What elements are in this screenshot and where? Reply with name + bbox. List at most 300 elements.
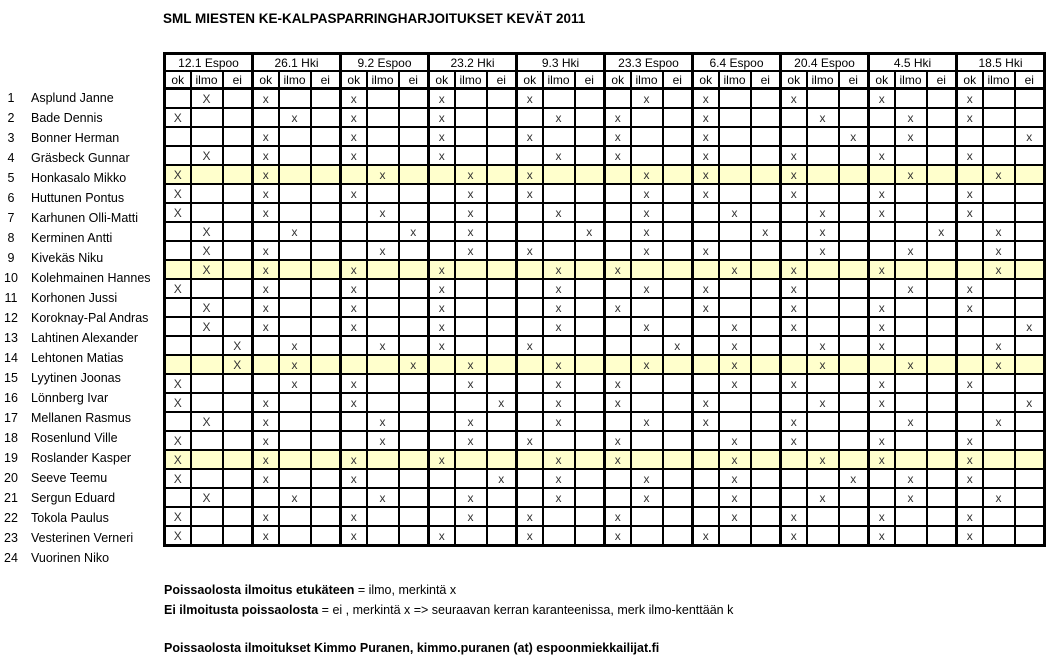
- row-number: 13: [4, 331, 18, 345]
- attendance-cell: [751, 450, 781, 469]
- attendance-cell: [455, 450, 487, 469]
- attendance-cell: [279, 450, 311, 469]
- attendance-cell: [311, 89, 341, 109]
- subcol-header-ilmo: ilmo: [455, 71, 487, 89]
- subcol-header-ei: ei: [927, 71, 957, 89]
- attendance-cell: [927, 374, 957, 393]
- attendance-cell: x: [719, 203, 751, 222]
- attendance-cell: x: [253, 279, 279, 298]
- attendance-cell: [253, 336, 279, 355]
- attendance-cell: [399, 450, 429, 469]
- attendance-cell: x: [367, 412, 399, 431]
- player-name: Tokola Paulus: [31, 511, 109, 525]
- subcol-header-ei: ei: [1015, 71, 1045, 89]
- attendance-cell: x: [455, 241, 487, 260]
- attendance-cell: [223, 450, 253, 469]
- player-row: [0, 328, 162, 348]
- attendance-cell: [927, 450, 957, 469]
- attendance-cell: [983, 184, 1015, 203]
- attendance-cell: [191, 450, 223, 469]
- player-row: [0, 408, 162, 428]
- attendance-cell: [807, 469, 839, 488]
- attendance-cell: [165, 89, 191, 109]
- attendance-cell: X: [165, 526, 191, 546]
- attendance-cell: [751, 89, 781, 109]
- attendance-cell: [605, 336, 631, 355]
- attendance-cell: [839, 89, 869, 109]
- attendance-cell: [719, 526, 751, 546]
- player-name: Asplund Janne: [31, 91, 114, 105]
- attendance-cell: [575, 241, 605, 260]
- attendance-cell: x: [543, 374, 575, 393]
- attendance-cell: [517, 488, 543, 507]
- attendance-cell: x: [341, 450, 367, 469]
- subcol-header-ok: ok: [517, 71, 543, 89]
- attendance-cell: x: [455, 412, 487, 431]
- attendance-cell: X: [191, 412, 223, 431]
- attendance-cell: [543, 89, 575, 109]
- attendance-cell: [751, 507, 781, 526]
- attendance-cell: [983, 146, 1015, 165]
- attendance-cell: x: [719, 374, 751, 393]
- attendance-cell: [223, 431, 253, 450]
- attendance-cell: [663, 317, 693, 336]
- attendance-cell: X: [191, 222, 223, 241]
- attendance-cell: x: [869, 298, 895, 317]
- player-row: [0, 168, 162, 188]
- attendance-cell: [663, 507, 693, 526]
- attendance-cell: [957, 336, 983, 355]
- attendance-cell: [983, 89, 1015, 109]
- attendance-cell: [367, 526, 399, 546]
- attendance-cell: [663, 203, 693, 222]
- attendance-cell: x: [869, 146, 895, 165]
- attendance-cell: [663, 393, 693, 412]
- attendance-cell: [693, 507, 719, 526]
- attendance-cell: [839, 241, 869, 260]
- attendance-cell: x: [869, 374, 895, 393]
- attendance-cell: [895, 507, 927, 526]
- attendance-cell: [895, 336, 927, 355]
- attendance-cell: x: [693, 393, 719, 412]
- attendance-cell: [543, 526, 575, 546]
- attendance-cell: [367, 279, 399, 298]
- attendance-cell: x: [341, 393, 367, 412]
- attendance-row: [165, 393, 1045, 412]
- player-name: Korhonen Jussi: [31, 291, 118, 305]
- attendance-cell: [279, 412, 311, 431]
- attendance-cell: [311, 431, 341, 450]
- attendance-cell: [751, 355, 781, 374]
- attendance-cell: [429, 184, 455, 203]
- attendance-cell: [399, 488, 429, 507]
- attendance-cell: x: [367, 431, 399, 450]
- attendance-cell: [869, 469, 895, 488]
- player-row: [0, 508, 162, 528]
- row-number: 17: [4, 411, 18, 425]
- attendance-cell: x: [719, 317, 751, 336]
- attendance-cell: [631, 336, 663, 355]
- attendance-cell: [693, 488, 719, 507]
- attendance-cell: x: [983, 165, 1015, 184]
- attendance-cell: [663, 488, 693, 507]
- player-name: Kivekäs Niku: [31, 251, 104, 265]
- attendance-cell: [367, 469, 399, 488]
- attendance-cell: [575, 184, 605, 203]
- attendance-cell: x: [543, 146, 575, 165]
- attendance-cell: [693, 317, 719, 336]
- attendance-cell: [429, 412, 455, 431]
- attendance-cell: x: [605, 146, 631, 165]
- attendance-cell: [399, 336, 429, 355]
- attendance-cell: [895, 431, 927, 450]
- attendance-cell: x: [693, 127, 719, 146]
- attendance-cell: [311, 108, 341, 127]
- attendance-cell: X: [191, 260, 223, 279]
- subcol-header-ilmo: ilmo: [191, 71, 223, 89]
- attendance-cell: [223, 507, 253, 526]
- attendance-row: [165, 336, 1045, 355]
- attendance-cell: [751, 431, 781, 450]
- attendance-cell: [781, 450, 807, 469]
- attendance-cell: [487, 507, 517, 526]
- attendance-cell: [605, 241, 631, 260]
- attendance-cell: [543, 165, 575, 184]
- row-number: 1: [7, 91, 15, 105]
- attendance-cell: [165, 412, 191, 431]
- attendance-cell: [517, 317, 543, 336]
- attendance-cell: [487, 184, 517, 203]
- player-row: [0, 428, 162, 448]
- attendance-cell: [191, 431, 223, 450]
- attendance-cell: x: [631, 488, 663, 507]
- attendance-cell: x: [895, 355, 927, 374]
- attendance-cell: [223, 374, 253, 393]
- attendance-cell: x: [543, 260, 575, 279]
- player-name: Lyytinen Joonas: [31, 371, 121, 385]
- attendance-cell: x: [957, 298, 983, 317]
- attendance-cell: x: [781, 412, 807, 431]
- attendance-cell: [575, 431, 605, 450]
- attendance-cell: x: [487, 469, 517, 488]
- attendance-cell: [487, 203, 517, 222]
- attendance-cell: [487, 165, 517, 184]
- row-number: 18: [4, 431, 18, 445]
- attendance-cell: [191, 336, 223, 355]
- attendance-cell: [751, 184, 781, 203]
- attendance-cell: [807, 146, 839, 165]
- attendance-cell: [191, 279, 223, 298]
- attendance-cell: [487, 355, 517, 374]
- attendance-cell: [543, 127, 575, 146]
- player-row: [0, 108, 162, 128]
- attendance-cell: [839, 165, 869, 184]
- attendance-cell: [367, 146, 399, 165]
- attendance-cell: [1015, 298, 1045, 317]
- attendance-cell: [839, 108, 869, 127]
- attendance-cell: x: [341, 108, 367, 127]
- attendance-cell: x: [719, 488, 751, 507]
- attendance-cell: x: [429, 450, 455, 469]
- attendance-cell: [781, 336, 807, 355]
- attendance-cell: x: [869, 507, 895, 526]
- session-header: 23.3 Espoo: [605, 54, 693, 72]
- attendance-cell: [751, 165, 781, 184]
- player-row: [0, 488, 162, 508]
- attendance-cell: [693, 431, 719, 450]
- row-number: 15: [4, 371, 18, 385]
- attendance-cell: x: [341, 260, 367, 279]
- attendance-cell: [279, 260, 311, 279]
- subcol-header-ok: ok: [869, 71, 895, 89]
- subcol-header-ok: ok: [957, 71, 983, 89]
- attendance-cell: [341, 203, 367, 222]
- attendance-cell: [575, 203, 605, 222]
- attendance-row: [165, 374, 1045, 393]
- player-name: Kerminen Antti: [31, 231, 113, 245]
- attendance-cell: [253, 222, 279, 241]
- attendance-cell: [455, 298, 487, 317]
- row-number: 4: [7, 151, 15, 165]
- attendance-cell: x: [693, 241, 719, 260]
- attendance-cell: [631, 127, 663, 146]
- attendance-cell: x: [957, 431, 983, 450]
- session-header: 4.5 Hki: [869, 54, 957, 72]
- attendance-cell: [191, 184, 223, 203]
- attendance-cell: X: [165, 507, 191, 526]
- attendance-cell: [543, 507, 575, 526]
- attendance-cell: [543, 241, 575, 260]
- attendance-cell: [957, 165, 983, 184]
- row-number: 19: [4, 451, 18, 465]
- attendance-cell: [983, 507, 1015, 526]
- attendance-cell: [895, 374, 927, 393]
- row-number: 11: [4, 291, 18, 305]
- attendance-cell: [487, 241, 517, 260]
- subcol-header-ilmo: ilmo: [279, 71, 311, 89]
- attendance-cell: x: [429, 298, 455, 317]
- attendance-cell: [751, 146, 781, 165]
- attendance-cell: [575, 488, 605, 507]
- attendance-cell: [839, 336, 869, 355]
- attendance-cell: x: [983, 222, 1015, 241]
- attendance-cell: [575, 108, 605, 127]
- attendance-cell: [543, 184, 575, 203]
- attendance-row: [165, 317, 1045, 336]
- attendance-cell: [663, 526, 693, 546]
- attendance-cell: [517, 203, 543, 222]
- row-number: 3: [7, 131, 15, 145]
- attendance-cell: x: [517, 89, 543, 109]
- attendance-cell: [983, 469, 1015, 488]
- attendance-cell: [839, 355, 869, 374]
- attendance-cell: [781, 488, 807, 507]
- attendance-cell: x: [341, 507, 367, 526]
- attendance-cell: [927, 469, 957, 488]
- attendance-cell: [631, 393, 663, 412]
- attendance-cell: [399, 393, 429, 412]
- attendance-cell: [663, 355, 693, 374]
- attendance-cell: [781, 241, 807, 260]
- attendance-row: [165, 222, 1045, 241]
- attendance-cell: [487, 431, 517, 450]
- attendance-cell: [399, 526, 429, 546]
- attendance-cell: [693, 374, 719, 393]
- row-number: 22: [4, 511, 18, 525]
- attendance-cell: [839, 450, 869, 469]
- attendance-cell: [719, 146, 751, 165]
- attendance-cell: x: [253, 526, 279, 546]
- attendance-cell: [517, 298, 543, 317]
- attendance-cell: [839, 260, 869, 279]
- attendance-cell: x: [341, 184, 367, 203]
- attendance-cell: [575, 89, 605, 109]
- attendance-cell: [341, 222, 367, 241]
- attendance-row: [165, 279, 1045, 298]
- attendance-cell: [223, 203, 253, 222]
- attendance-cell: x: [869, 431, 895, 450]
- attendance-cell: [279, 146, 311, 165]
- attendance-cell: x: [455, 507, 487, 526]
- attendance-cell: [839, 317, 869, 336]
- attendance-cell: x: [605, 127, 631, 146]
- attendance-cell: [869, 355, 895, 374]
- attendance-row: [165, 298, 1045, 317]
- attendance-row: [165, 241, 1045, 260]
- attendance-cell: x: [253, 412, 279, 431]
- attendance-cell: [663, 184, 693, 203]
- attendance-cell: [429, 374, 455, 393]
- attendance-cell: [367, 317, 399, 336]
- attendance-cell: [223, 412, 253, 431]
- attendance-cell: [605, 184, 631, 203]
- attendance-cell: [223, 260, 253, 279]
- row-number: 14: [4, 351, 18, 365]
- attendance-cell: [895, 526, 927, 546]
- attendance-cell: x: [631, 222, 663, 241]
- attendance-cell: x: [693, 165, 719, 184]
- attendance-cell: [807, 507, 839, 526]
- subcol-header-ok: ok: [253, 71, 279, 89]
- attendance-cell: [927, 241, 957, 260]
- attendance-cell: x: [957, 279, 983, 298]
- attendance-cell: [927, 355, 957, 374]
- attendance-cell: [455, 108, 487, 127]
- attendance-cell: [223, 488, 253, 507]
- attendance-cell: x: [895, 469, 927, 488]
- attendance-cell: x: [543, 488, 575, 507]
- attendance-cell: x: [895, 412, 927, 431]
- attendance-cell: x: [341, 374, 367, 393]
- attendance-cell: [279, 393, 311, 412]
- attendance-cell: [927, 203, 957, 222]
- attendance-cell: [253, 108, 279, 127]
- attendance-cell: [663, 127, 693, 146]
- attendance-cell: x: [719, 431, 751, 450]
- attendance-cell: [983, 203, 1015, 222]
- attendance-cell: [455, 469, 487, 488]
- attendance-cell: [1015, 431, 1045, 450]
- attendance-cell: [895, 260, 927, 279]
- attendance-cell: X: [191, 317, 223, 336]
- attendance-cell: x: [957, 526, 983, 546]
- attendance-cell: [223, 127, 253, 146]
- attendance-cell: [895, 89, 927, 109]
- attendance-cell: X: [165, 108, 191, 127]
- attendance-cell: [663, 222, 693, 241]
- attendance-cell: x: [631, 317, 663, 336]
- attendance-cell: [279, 317, 311, 336]
- attendance-cell: [517, 146, 543, 165]
- attendance-cell: [983, 317, 1015, 336]
- attendance-cell: x: [807, 450, 839, 469]
- attendance-cell: x: [543, 298, 575, 317]
- attendance-cell: [663, 146, 693, 165]
- attendance-cell: [223, 184, 253, 203]
- attendance-cell: x: [543, 108, 575, 127]
- subcol-header-ei: ei: [839, 71, 869, 89]
- attendance-cell: [1015, 222, 1045, 241]
- attendance-cell: x: [253, 127, 279, 146]
- attendance-cell: x: [839, 127, 869, 146]
- attendance-cell: x: [399, 222, 429, 241]
- attendance-cell: [1015, 108, 1045, 127]
- attendance-cell: [983, 298, 1015, 317]
- attendance-cell: [839, 298, 869, 317]
- attendance-cell: x: [957, 203, 983, 222]
- attendance-cell: [927, 393, 957, 412]
- attendance-cell: [663, 450, 693, 469]
- attendance-cell: [781, 203, 807, 222]
- attendance-cell: x: [781, 184, 807, 203]
- attendance-cell: [487, 488, 517, 507]
- attendance-cell: [487, 412, 517, 431]
- attendance-cell: [191, 127, 223, 146]
- attendance-cell: x: [429, 260, 455, 279]
- attendance-cell: [895, 317, 927, 336]
- attendance-cell: [487, 374, 517, 393]
- attendance-cell: x: [719, 450, 751, 469]
- attendance-cell: [575, 336, 605, 355]
- attendance-cell: x: [663, 336, 693, 355]
- player-row: [0, 128, 162, 148]
- attendance-cell: [839, 507, 869, 526]
- attendance-cell: [751, 260, 781, 279]
- attendance-cell: [311, 279, 341, 298]
- row-number: 2: [7, 111, 15, 125]
- attendance-cell: [927, 165, 957, 184]
- attendance-cell: [279, 184, 311, 203]
- attendance-cell: [693, 355, 719, 374]
- attendance-cell: [487, 336, 517, 355]
- attendance-cell: x: [869, 317, 895, 336]
- attendance-cell: [253, 488, 279, 507]
- attendance-cell: [839, 526, 869, 546]
- attendance-cell: [751, 279, 781, 298]
- attendance-cell: x: [957, 108, 983, 127]
- attendance-cell: X: [191, 488, 223, 507]
- attendance-cell: [341, 241, 367, 260]
- attendance-cell: [807, 127, 839, 146]
- attendance-cell: x: [517, 526, 543, 546]
- attendance-cell: [839, 184, 869, 203]
- attendance-cell: x: [455, 488, 487, 507]
- attendance-cell: [487, 279, 517, 298]
- attendance-cell: [311, 393, 341, 412]
- attendance-cell: [895, 222, 927, 241]
- attendance-cell: X: [223, 355, 253, 374]
- attendance-cell: x: [751, 222, 781, 241]
